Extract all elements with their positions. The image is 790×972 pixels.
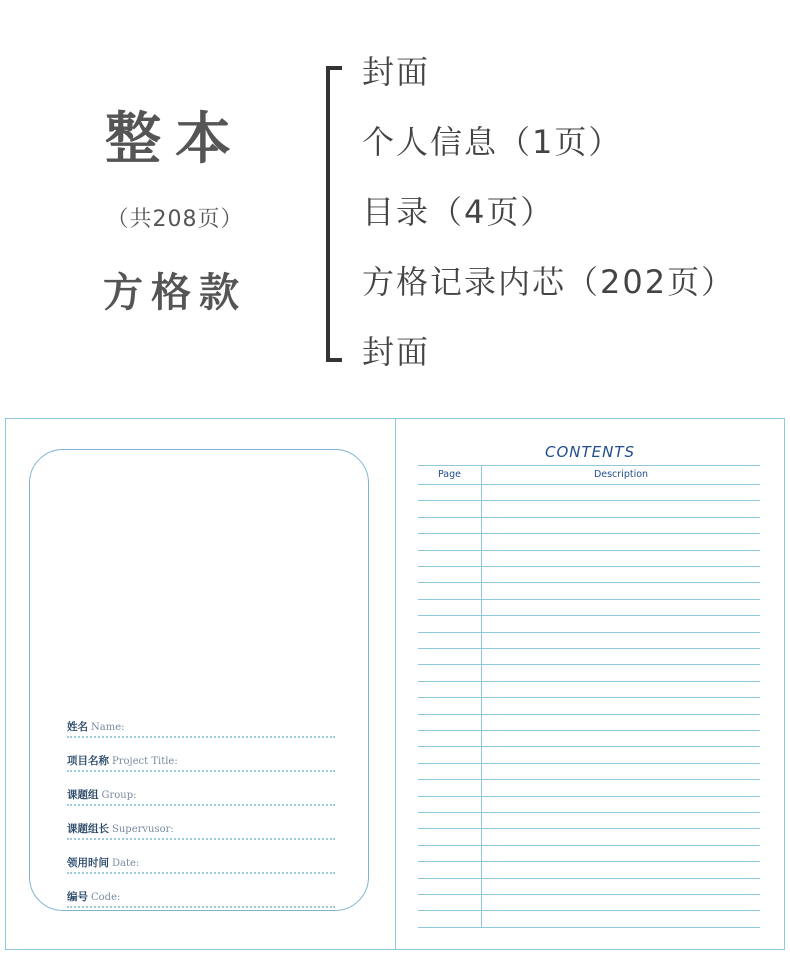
summary-style: 方格款	[103, 270, 247, 316]
structure-item-cover-front: 封面	[362, 53, 431, 91]
structure-item-contents: 目录（4页）	[362, 193, 555, 231]
contents-row-line	[418, 517, 760, 518]
field-supervisor	[67, 806, 335, 840]
structure-item-cover-back: 封面	[362, 333, 431, 371]
field-name	[67, 704, 335, 738]
contents-row-line	[418, 878, 760, 879]
field-group-en: Group:	[101, 790, 137, 801]
field-date-en: Date:	[112, 858, 140, 869]
contents-row-line	[418, 910, 760, 911]
contents-row-line	[418, 533, 760, 534]
notebook-spread	[5, 418, 785, 950]
summary-block	[60, 100, 290, 318]
contents-row-line	[418, 746, 760, 747]
structure-bracket	[326, 66, 342, 362]
contents-row-line	[418, 779, 760, 780]
contents-header-page: Page	[438, 469, 461, 480]
field-name-cn: 姓名	[67, 721, 88, 733]
summary-page-count: （共208页）	[106, 207, 244, 232]
contents-row-line	[418, 861, 760, 862]
contents-row-line	[418, 550, 760, 551]
contents-row-line	[418, 730, 760, 731]
spread-spine	[395, 419, 396, 949]
field-group-cn: 课题组	[67, 789, 99, 801]
contents-row-line	[418, 599, 760, 600]
info-fields	[67, 704, 335, 908]
field-supervisor-cn: 课题组长	[67, 823, 109, 835]
field-supervisor-en: Supervusor:	[112, 824, 174, 835]
contents-row-line	[418, 664, 760, 665]
contents-row-line	[418, 714, 760, 715]
field-date-cn: 领用时间	[67, 857, 109, 869]
field-project-title	[67, 738, 335, 772]
contents-row-line	[418, 632, 760, 633]
structure-list	[362, 52, 735, 402]
structure-item-grid-pages: 方格记录内芯（202页）	[362, 263, 736, 301]
contents-row-line	[418, 500, 760, 501]
contents-table	[418, 465, 760, 927]
contents-title: CONTENTS	[544, 443, 636, 461]
field-code-cn: 编号	[67, 891, 88, 903]
contents-header-description: Description	[593, 469, 649, 480]
contents-row-line	[418, 681, 760, 682]
contents-row-line	[418, 697, 760, 698]
contents-row-line	[418, 566, 760, 567]
contents-row-line	[418, 828, 760, 829]
contents-row-line	[418, 615, 760, 616]
field-code	[67, 874, 335, 908]
contents-row-line	[418, 845, 760, 846]
field-date	[67, 840, 335, 874]
field-group	[67, 772, 335, 806]
structure-item-personal-info: 个人信息（1页）	[362, 123, 623, 161]
contents-row-line	[418, 648, 760, 649]
contents-row-line	[418, 927, 760, 928]
contents-row-line	[418, 763, 760, 764]
contents-row-line	[418, 796, 760, 797]
info-card	[29, 449, 369, 911]
contents-row-line	[418, 894, 760, 895]
field-name-en: Name:	[91, 722, 125, 733]
field-code-en: Code:	[91, 892, 121, 903]
contents-row-line	[418, 484, 760, 485]
contents-row-line	[418, 582, 760, 583]
field-project-title-en: Project Title:	[112, 756, 178, 767]
field-project-title-cn: 项目名称	[67, 755, 109, 767]
summary-title: 整本	[105, 107, 245, 172]
contents-row-line	[418, 812, 760, 813]
